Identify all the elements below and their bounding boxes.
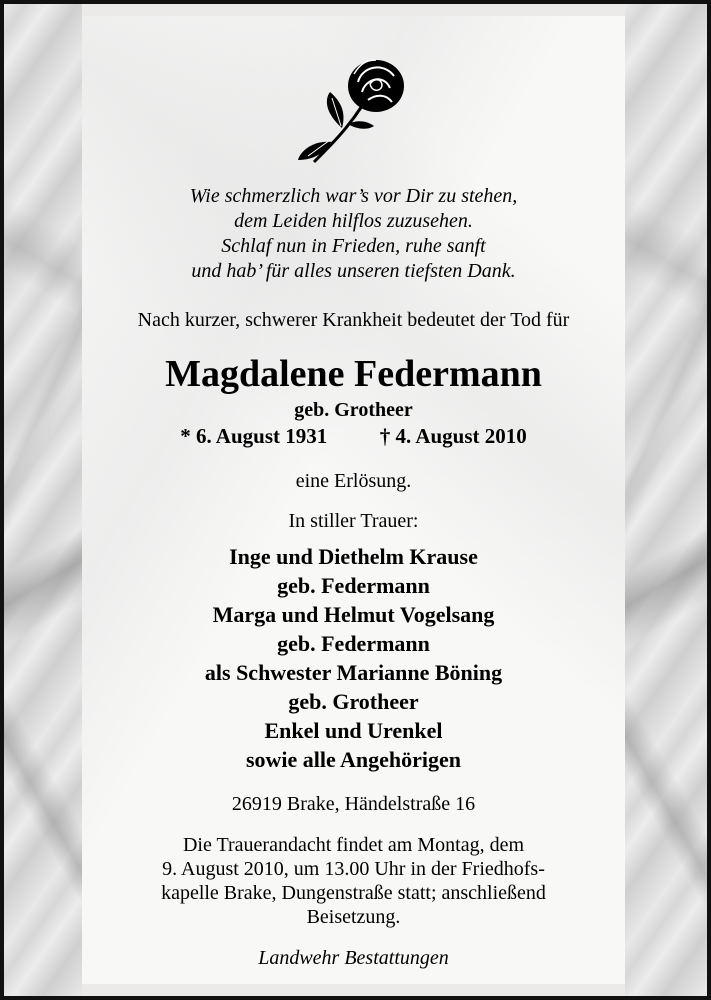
service-line: Beisetzung. bbox=[306, 906, 401, 928]
intro-text: Nach kurzer, schwerer Krankheit bedeutet der Tod für bbox=[137, 309, 570, 331]
mourner-line: Inge und Diethelm Krause bbox=[229, 544, 478, 569]
mourner-line: geb. Federmann bbox=[277, 573, 430, 598]
deceased-maiden-name: geb. Grotheer bbox=[294, 399, 413, 421]
marble-border-right bbox=[625, 4, 707, 996]
release-text: eine Erlösung. bbox=[295, 470, 412, 492]
mourner-line: Enkel und Urenkel bbox=[264, 718, 443, 743]
life-dates bbox=[82, 424, 625, 449]
rose-icon bbox=[292, 44, 412, 174]
poem-line-1: Wie schmerzlich war’s vor Dir zu stehen, bbox=[189, 185, 518, 207]
mourner-line: sowie alle Angehörigen bbox=[245, 747, 462, 772]
service-line: Die Trauerandacht findet am Montag, dem bbox=[182, 834, 525, 856]
service-line: 9. August 2010, um 13.00 Uhr in der Friedhofs- bbox=[162, 858, 545, 880]
service-line: kapelle Brake, Dungenstraße statt; anschließend bbox=[161, 882, 546, 904]
marble-border-left bbox=[4, 4, 82, 996]
mourner-line: geb. Federmann bbox=[277, 631, 430, 656]
poem-line-3: Schlaf nun in Frieden, ruhe sanft bbox=[221, 235, 486, 257]
obituary-panel bbox=[82, 16, 625, 984]
deceased-name: Magdalene Federmann bbox=[165, 353, 542, 395]
undertaker-name: Landwehr Bestattungen bbox=[258, 947, 449, 969]
poem-line-2: dem Leiden hilflos zuzusehen. bbox=[234, 210, 473, 232]
birth-date: * 6. August 1931 bbox=[180, 424, 328, 448]
address-text: 26919 Brake, Händelstraße 16 bbox=[231, 793, 476, 815]
mourner-line: geb. Grotheer bbox=[288, 689, 419, 714]
death-date: † 4. August 2010 bbox=[379, 424, 527, 448]
mourner-line: als Schwester Marianne Böning bbox=[204, 660, 503, 685]
mourning-intro: In stiller Trauer: bbox=[288, 510, 419, 532]
poem-line-4: und hab’ für alles unseren tiefsten Dank. bbox=[191, 260, 516, 282]
mourner-line: Marga und Helmut Vogelsang bbox=[212, 602, 495, 627]
